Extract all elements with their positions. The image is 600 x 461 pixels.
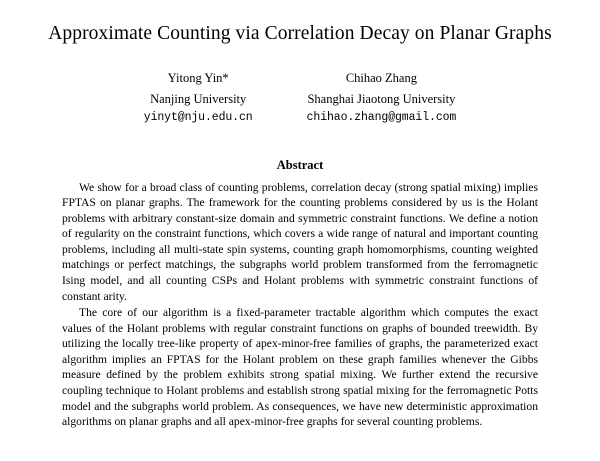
author-email: yinyt@nju.edu.cn [143, 110, 253, 124]
author-entry [144, 68, 253, 127]
author-name: Chihao Zhang [345, 71, 417, 86]
page-title: Approximate Counting via Correlation Decay on Planar Graphs [48, 23, 552, 44]
author-email: chihao.zhang@gmail.com [306, 110, 457, 124]
abstract-body [62, 180, 538, 430]
author-name: Yitong Yin* [167, 71, 229, 86]
author-affiliation: Shanghai Jiaotong University [307, 91, 456, 106]
abstract-paragraph: The core of our algorithm is a fixed-parameter tractable algorithm which computes the exact values of the Holant problems with regular constraint functions on graphs of bounded treewidth. By utilizing the locally tree-like property of apex-minor-free families of graphs, the parameterized exact algorithm implies an FPTAS for the Holant problem on these graph families whenever the Gibbs measure defined by the problem exhibits strong spatial mixing. We further extend the recursive coupling technique to Holant problems and establish strong spatial mixing for the ferromagnetic Potts model and the subgraphs world problem. As consequences, we have new deterministic approximation algorithms on planar graphs and all apex-minor-free graphs for several counting problems. [62, 306, 538, 429]
author-entry [307, 68, 457, 127]
author-affiliation: Nanjing University [150, 91, 247, 106]
abstract-paragraph: We show for a broad class of counting problems, correlation decay (strong spatial mixing) implies FPTAS on planar graphs. The framework for the counting problems considered by us is the Holant problems with arbitrary constant-size domain and symmetric constraint functions. We define a notion of regularity on the constraint functions, which covers a wide range of natural and important counting problems, including all multi-state spin systems, counting graph homomorphisms, counting weighted matchings or perfect matchings, the subgraphs world problem transformed from the ferromagnetic Ising model, and all counting CSPs and Holant problems with symmetric constraint functions of constant arity. [62, 180, 538, 303]
author-block [34, 68, 566, 127]
abstract-heading: Abstract [276, 157, 324, 172]
